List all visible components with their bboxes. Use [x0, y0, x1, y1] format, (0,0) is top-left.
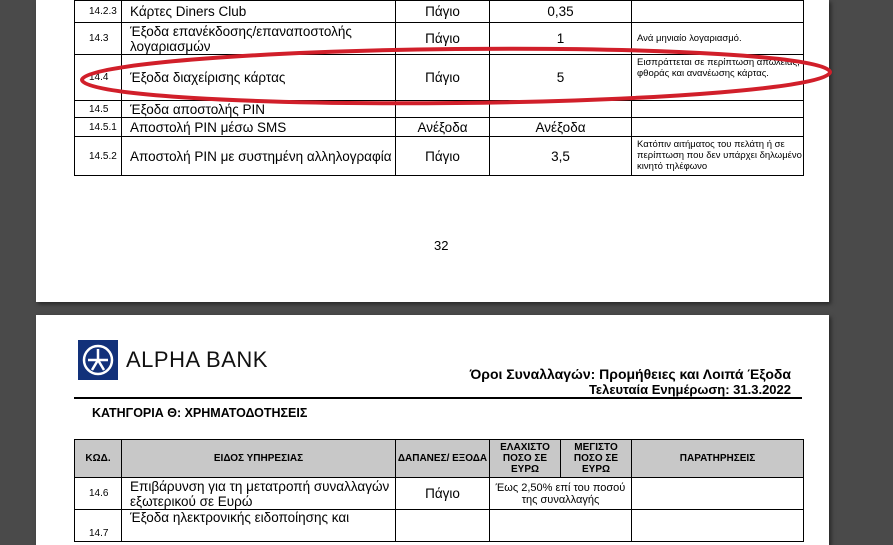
row-code: 14.5.2: [75, 137, 122, 176]
row-value: Ανέξοδα: [490, 118, 632, 137]
header-min-amount: ΕΛΑΧΙΣΤΟ ΠΟΣΟ ΣΕ ΕΥΡΩ: [490, 440, 561, 478]
table-row: [75, 137, 804, 176]
last-updated: Τελευταία Ενημέρωση: 31.3.2022: [588, 382, 791, 397]
alpha-bank-emblem-icon: [78, 340, 118, 380]
document-page-bottom: [36, 315, 829, 545]
row-code: 14.6: [75, 478, 122, 510]
row-code: 14.2.3: [75, 1, 122, 23]
row-charge-type: [396, 510, 490, 542]
row-charge-type: Πάγιο: [396, 137, 490, 176]
row-amount: Έως 2,50% επί του ποσού της συναλλαγής: [490, 478, 632, 510]
row-charge-type: Πάγιο: [396, 55, 490, 101]
row-value: 3,5: [490, 137, 632, 176]
row-description: Έξοδα διαχείρισης κάρτας: [122, 55, 396, 101]
row-value: 5: [490, 55, 632, 101]
table-header-row: [75, 440, 804, 478]
table-row: [75, 1, 804, 23]
header-service: ΕΙΔΟΣ ΥΠΗΡΕΣΙΑΣ: [122, 440, 396, 478]
row-description: Αποστολή PIN μέσω SMS: [122, 118, 396, 137]
category-title: ΚΑΤΗΓΟΡΙΑ Θ: ΧΡΗΜΑΤΟΔΟΤΗΣΕΙΣ: [92, 406, 308, 420]
row-code: 14.7: [75, 510, 122, 542]
row-code: 14.5.1: [75, 118, 122, 137]
row-value: 1: [490, 23, 632, 55]
row-note: Ανά μηνιαίο λογαριασμό.: [632, 23, 804, 55]
header-charges: ΔΑΠΑΝΕΣ/ ΕΞΟΔΑ: [396, 440, 490, 478]
document-title: Όροι Συναλλαγών: Προμήθειες και Λοιπά Έξοδα: [469, 366, 791, 382]
row-note: [632, 510, 804, 542]
row-note: Εισπράττεται σε περίπτωση απώλειας, φθοράς και ανανέωσης κάρτας.: [632, 55, 804, 101]
row-charge-type: Πάγιο: [396, 1, 490, 23]
row-description: Έξοδα επανέκδοσης/επαναποστολής λογαριασμών: [122, 23, 396, 55]
row-description: Κάρτες Diners Club: [122, 1, 396, 23]
row-charge-type: Ανέξοδα: [396, 118, 490, 137]
table-row: [75, 118, 804, 137]
row-note: Κατόπιν αιτήματος του πελάτη ή σε περίπτωση που δεν υπάρχει δηλωμένο κινητό τηλέφωνο: [632, 137, 804, 176]
header-notes: ΠΑΡΑΤΗΡΗΣΕΙΣ: [632, 440, 804, 478]
row-description: Επιβάρυνση για τη μετατροπή συναλλαγών εξωτερικού σε Ευρώ: [122, 478, 396, 510]
row-charge-type: Πάγιο: [396, 23, 490, 55]
row-value: 0,35: [490, 1, 632, 23]
row-note: [632, 118, 804, 137]
row-description: Έξοδα ηλεκτρονικής ειδοποίησης και: [122, 510, 396, 542]
row-note: [632, 478, 804, 510]
page-number: 32: [434, 238, 449, 253]
bank-logo: [78, 340, 268, 380]
row-amount: [490, 510, 632, 542]
row-code: 14.3: [75, 23, 122, 55]
header-divider: [74, 397, 802, 399]
row-code: 14.4: [75, 55, 122, 101]
row-charge-type: Πάγιο: [396, 478, 490, 510]
table-row: [75, 510, 804, 542]
document-page-top: [36, 0, 829, 302]
header-code: ΚΩΔ.: [75, 440, 122, 478]
header-max-amount: ΜΕΓΙΣΤΟ ΠΟΣΟ ΣΕ ΕΥΡΩ: [561, 440, 632, 478]
row-description: Αποστολή PIN με συστημένη αλληλογραφία: [122, 137, 396, 176]
highlight-oval: [76, 44, 836, 108]
fees-table-bottom: [74, 439, 804, 542]
row-note: [632, 1, 804, 23]
row-description: Έξοδα αποστολής PIN: [122, 101, 396, 118]
row-code: 14.5: [75, 101, 122, 118]
bank-name: ALPHA BANK: [126, 347, 268, 372]
table-row: [75, 478, 804, 510]
